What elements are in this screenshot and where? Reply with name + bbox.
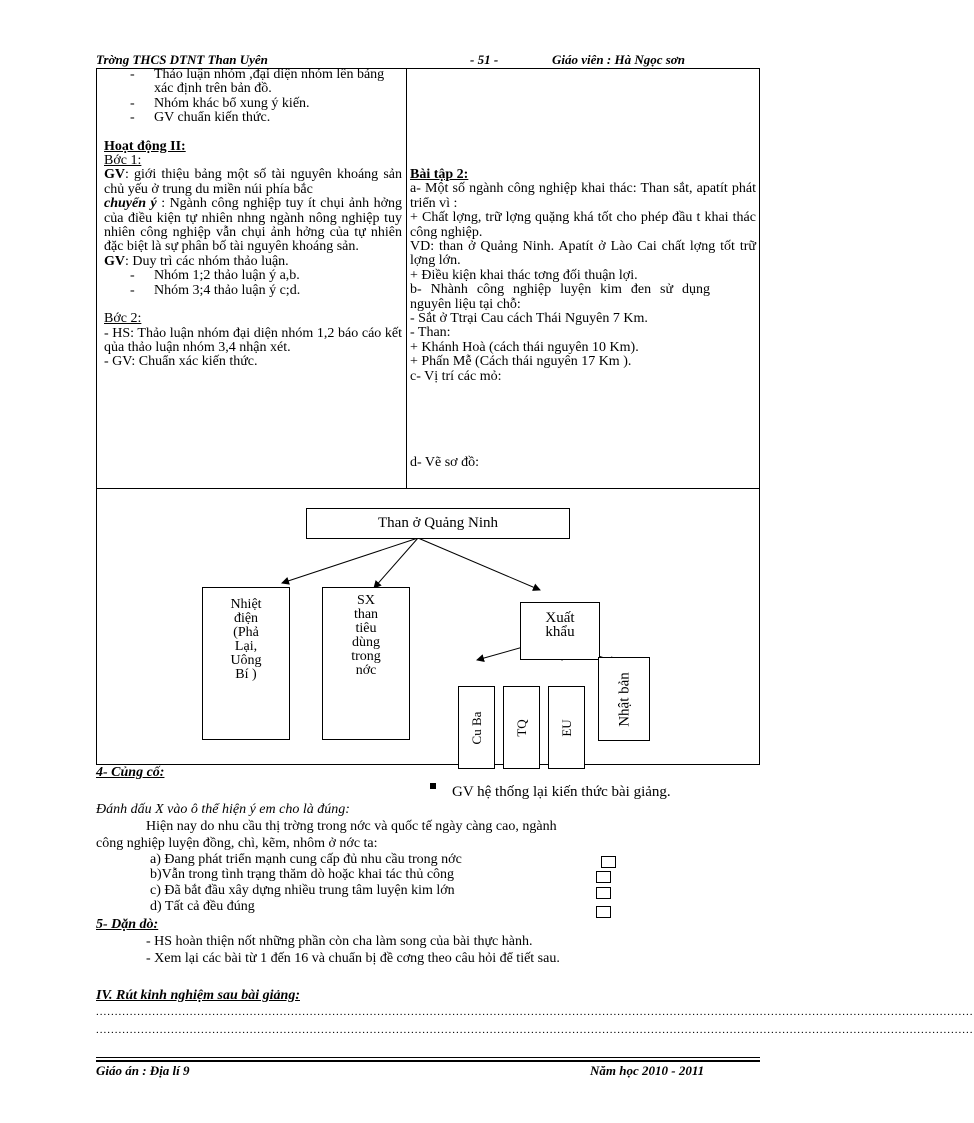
exercise-line: b- Nhành công nghiệp luyện kim đen sử dụng nguyên liệu tại chỗ:: [410, 282, 710, 312]
option-d: d) Tất cả đều đúng: [150, 899, 255, 914]
step1-label: Bớc 1:: [104, 153, 142, 169]
intro-item: - Nhóm khác bổ xung ý kiến.: [130, 95, 310, 111]
homework-title: 5- Dặn dò:: [96, 917, 159, 932]
exercise-line: + Điều kiện khai thác tơng đối thuận lợi.: [410, 267, 638, 283]
exercise-line: - Than:: [410, 325, 451, 341]
exercise-line: + Phấn Mễ (Cách thái nguyên 17 Km ).: [410, 354, 632, 370]
gv-conclusion: - GV: Chuẩn xác kiến thức.: [104, 354, 258, 370]
exercise-line: - Sắt ở Ttrại Cau cách Thái Nguyên 7 Km.: [410, 311, 648, 327]
diagram-market-japan: Nhật bản: [598, 657, 650, 741]
option-a: a) Đang phát triển mạnh cung cấp đủ nhu cầu trong nớc: [150, 852, 462, 867]
diagram-export-box: Xuất khẩu: [520, 602, 600, 660]
question-line-2: công nghiệp luyện đồng, chì, kẽm, nhôm ở nớc ta:: [96, 836, 378, 851]
gv-intro: GV: giới thiệu bảng một số tài nguyên khoáng sản chủ yếu ở trung du miền núi phía bắc: [104, 167, 402, 197]
footer-rule-top: [96, 1057, 760, 1058]
review-line-2[interactable]: ..........................................................................................................................................................................................................................................: [96, 1024, 974, 1036]
checkbox-a[interactable]: [601, 856, 616, 868]
homework-item: - Xem lại các bài từ 1 đến 16 và chuẩn bị đề cơng theo câu hỏi để tiết sau.: [146, 951, 560, 966]
intro-item: - Thảo luận nhóm ,đại diện nhóm lên bảng xác định trên bản đồ.: [130, 67, 385, 97]
header-school: Trờng THCS DTNT Than Uyên: [96, 52, 268, 67]
exercise-title: Bài tập 2:: [410, 167, 469, 182]
gv-groups: GV: Duy trì các nhóm thảo luận.: [104, 253, 289, 269]
diagram-consumption-box: SX than tiêu dùng trong nớc: [322, 587, 410, 740]
diagram-market-tq: TQ: [503, 686, 540, 769]
diagram-market-eu: EU: [548, 686, 585, 769]
diagram-market-cuba: Cu Ba: [458, 686, 495, 769]
question-line-1: Hiện nay do nhu cầu thị trờng trong nớc và quốc tế ngày càng cao, ngành: [146, 819, 557, 834]
step2-label: Bớc 2:: [104, 311, 142, 327]
header-teacher: Giáo viên : Hà Ngọc sơn: [552, 52, 685, 67]
review-title: IV. Rút kinh nghiệm sau bài giảng:: [96, 988, 300, 1003]
option-b: b)Vẫn trong tình trạng thăm dò hoặc khai tác thủ công: [150, 867, 455, 882]
diagram-power-box: Nhiệt điện (Phả Lại, Uông Bí ): [202, 587, 290, 740]
exercise-line: + Khánh Hoà (cách thái nguyên 10 Km).: [410, 339, 639, 355]
consolidation-instruction: Đánh dấu X vào ô thể hiện ý em cho là đúng:: [96, 802, 350, 817]
option-c: c) Đã bắt đầu xây dựng nhiều trung tâm luyện kim lớn: [150, 883, 455, 898]
checkbox-d[interactable]: [596, 906, 611, 918]
activity-title: Hoạt động II:: [104, 138, 186, 154]
arrow-to-export: [418, 538, 540, 590]
bullet-marker: [430, 783, 436, 789]
group-item: - Nhóm 1;2 thảo luận ý a,b.: [130, 268, 300, 284]
footer-left: Giáo án : Địa lí 9: [96, 1063, 190, 1078]
draw-label: d- Vẽ sơ đồ:: [410, 455, 479, 470]
homework-item: - HS hoàn thiện nốt những phần còn cha làm song của bài thực hành.: [146, 934, 533, 949]
footer-rule-bottom: [96, 1060, 760, 1062]
review-line-1[interactable]: ..........................................................................................................................................................................................................................................: [96, 1006, 974, 1018]
checkbox-c[interactable]: [596, 887, 611, 899]
checkbox-b[interactable]: [596, 871, 611, 883]
diagram-root-box: Than ở Quảng Ninh: [306, 508, 570, 539]
header-page: - 51 -: [470, 52, 499, 67]
consolidation-bullet: GV hệ thống lại kiến thức bài giảng.: [452, 784, 671, 800]
transfer-text: chuyển ý : Ngành công nghiệp tuy ít chụi ảnh hởng của điều kiện tự nhiên nhng ngành nông nghiệp tuy nhiên công nghiệp vẫn chụi ảnh hởng của tự nhiên đặc biệt là sự phân bố tài nguyên khoáng sản.: [104, 196, 402, 255]
intro-item: - GV chuẩn kiến thức.: [130, 110, 271, 126]
exercise-line: a- Một số ngành công nghiệp khai thác: Than sắt, apatít phát triển vì :: [410, 181, 756, 211]
hs-text: - HS: Thảo luận nhóm đại diện nhóm 1,2 báo cáo kết qủa thảo luận nhóm 3,4 nhận xét.: [104, 325, 402, 355]
exercise-line: c- Vị trí các mỏ:: [410, 368, 502, 384]
group-item: - Nhóm 3;4 thảo luận ý c;d.: [130, 282, 301, 298]
exercise-line: + Chất lợng, trữ lợng quặng khá tốt cho phép đầu t khai thác công nghiệp.: [410, 210, 756, 240]
exercise-line: VD: than ở Quảng Ninh. Apatít ở Lào Cai chất lợng tốt trữ lợng lớn.: [410, 239, 756, 269]
footer-right: Năm học 2010 - 2011: [590, 1063, 705, 1078]
consolidation-title: 4- Củng cố:: [96, 765, 165, 780]
